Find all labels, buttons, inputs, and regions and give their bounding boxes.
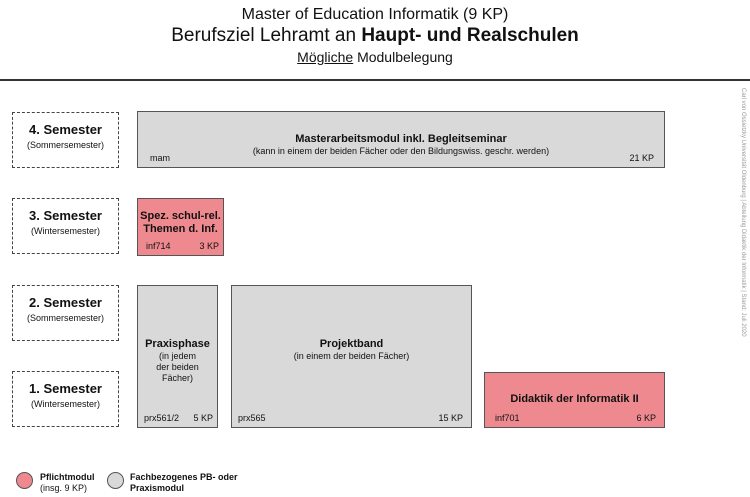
module-subtitle: (kann in einem der beiden Fächer oder den Bildungswiss. geschr. werden) (252, 146, 550, 156)
semester-1-box (12, 371, 119, 427)
legend-pflicht-line1: Pflichtmodul (40, 472, 95, 482)
legend-pflicht-line2: (insg. 9 KP) (40, 483, 88, 493)
semester-season: (Sommersemester) (26, 140, 104, 150)
module-title: Masterarbeitsmodul inkl. Begleitseminar (295, 133, 507, 145)
subtitle-prefix: Berufsziel Lehramt an (171, 25, 362, 46)
semester-title: 2. Semester (29, 295, 102, 310)
module-code: mam (150, 153, 170, 163)
legend-fach-label (130, 472, 238, 494)
module-credits: 15 KP (438, 413, 463, 423)
semester-season: (Sommersemester) (26, 313, 104, 323)
module-title: Didaktik der Informatik II (510, 393, 639, 405)
legend-fach-swatch (107, 472, 124, 489)
semester-season: (Wintersemester) (30, 399, 100, 409)
semester-season: (Wintersemester) (30, 226, 100, 236)
page-subtitle (0, 25, 750, 47)
side-footer-text: Carl von Ossietzky Universität Oldenburg | Abteilung Didaktik der Informatik | Stand: Juli 2020 (740, 88, 746, 337)
module-subtitle-line3: Fächer) (161, 373, 193, 383)
legend-pflicht-swatch (16, 472, 33, 489)
module-masterarbeit (137, 111, 665, 168)
module-spez-themen (137, 198, 224, 256)
legend-fach-line2: Praxismodul (130, 483, 185, 493)
semester-title: 3. Semester (29, 208, 102, 223)
semester-2-box (12, 285, 119, 341)
module-subtitle-line1: (in jedem (158, 351, 196, 361)
caption-rest: Modulbelegung (353, 49, 453, 65)
module-praxisphase (137, 285, 218, 428)
module-code: inf701 (495, 413, 520, 423)
side-footer (737, 88, 747, 368)
semester-title: 4. Semester (29, 122, 102, 137)
semester-3-box (12, 198, 119, 254)
module-didaktik (484, 372, 665, 428)
legend-pflicht-label (40, 472, 95, 494)
module-credits: 21 KP (629, 153, 654, 163)
module-code: inf714 (146, 241, 171, 251)
semester-title: 1. Semester (29, 381, 102, 396)
module-title-line2: Themen d. Inf. (143, 223, 218, 235)
module-title-line1: Spez. schul-rel. (140, 210, 221, 222)
module-projektband (231, 285, 472, 428)
page-title: Master of Education Informatik (9 KP) (241, 6, 509, 23)
module-subtitle: (in einem der beiden Fächer) (293, 351, 410, 361)
page-caption (0, 49, 750, 65)
module-credits: 6 KP (636, 413, 656, 423)
semester-4-box (12, 112, 119, 168)
module-credits: 3 KP (199, 241, 219, 251)
module-code: prx565 (238, 413, 266, 423)
module-subtitle-line2: der beiden (156, 362, 199, 372)
subtitle-bold: Haupt- und Realschulen (361, 25, 579, 46)
module-code: prx561/2 (144, 413, 180, 423)
module-credits: 5 KP (193, 413, 213, 423)
header-divider (0, 79, 750, 81)
module-title: Projektband (319, 338, 384, 350)
caption-underlined: Mögliche (297, 49, 354, 65)
module-title: Praxisphase (145, 338, 210, 350)
legend-fach-line1: Fachbezogenes PB- oder (130, 472, 238, 482)
